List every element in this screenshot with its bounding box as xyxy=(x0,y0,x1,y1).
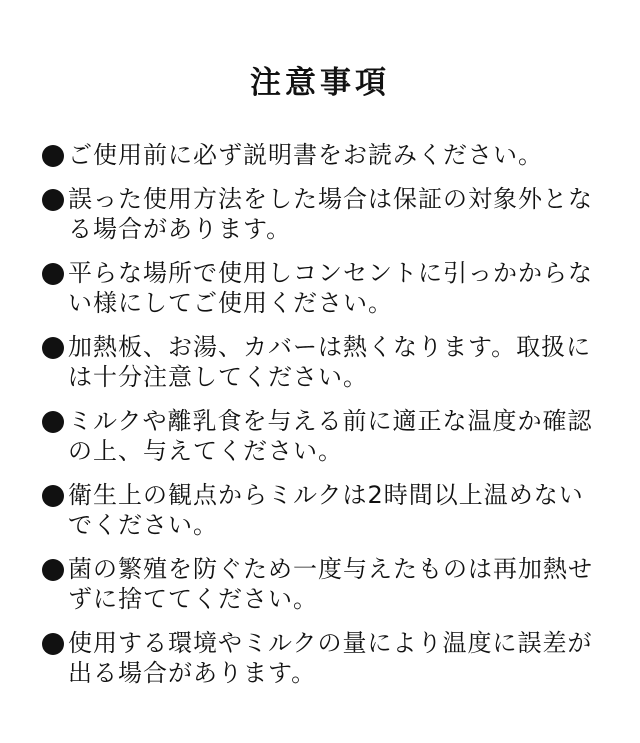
page-title: 注意事項 xyxy=(250,64,390,101)
notice-text: ミルクや離乳食を与える前に適正な温度か確認の上、与えてください。 xyxy=(68,407,593,465)
list-item xyxy=(42,480,604,540)
notice-text: ご使用前に必ず説明書をお読みください。 xyxy=(68,141,543,169)
notice-text: 菌の繁殖を防ぐため一度与えたものは再加熱せずに捨ててください。 xyxy=(68,555,593,613)
notice-list xyxy=(42,140,604,702)
list-item xyxy=(42,258,604,318)
list-item xyxy=(42,628,604,688)
bullet-icon xyxy=(42,263,64,285)
list-item xyxy=(42,406,604,466)
bullet-icon xyxy=(42,337,64,359)
list-item xyxy=(42,140,604,170)
notice-text: 誤った使用方法をした場合は保証の対象外となる場合があります。 xyxy=(68,185,593,243)
notice-text: 加熱板、お湯、カバーは熱くなります。取扱には十分注意してください。 xyxy=(68,333,592,391)
bullet-icon xyxy=(42,145,64,167)
notice-text: 使用する環境やミルクの量により温度に誤差が出る場合があります。 xyxy=(68,629,593,687)
list-item xyxy=(42,184,604,244)
bullet-icon xyxy=(42,633,64,655)
list-item xyxy=(42,554,604,614)
bullet-icon xyxy=(42,189,64,211)
notice-text: 平らな場所で使用しコンセントに引っかからない様にしてご使用ください。 xyxy=(68,259,593,317)
bullet-icon xyxy=(42,411,64,433)
notice-text: 衛生上の観点からミルクは2時間以上温めないでください。 xyxy=(68,481,584,539)
list-item xyxy=(42,332,604,392)
bullet-icon xyxy=(42,559,64,581)
bullet-icon xyxy=(42,485,64,507)
